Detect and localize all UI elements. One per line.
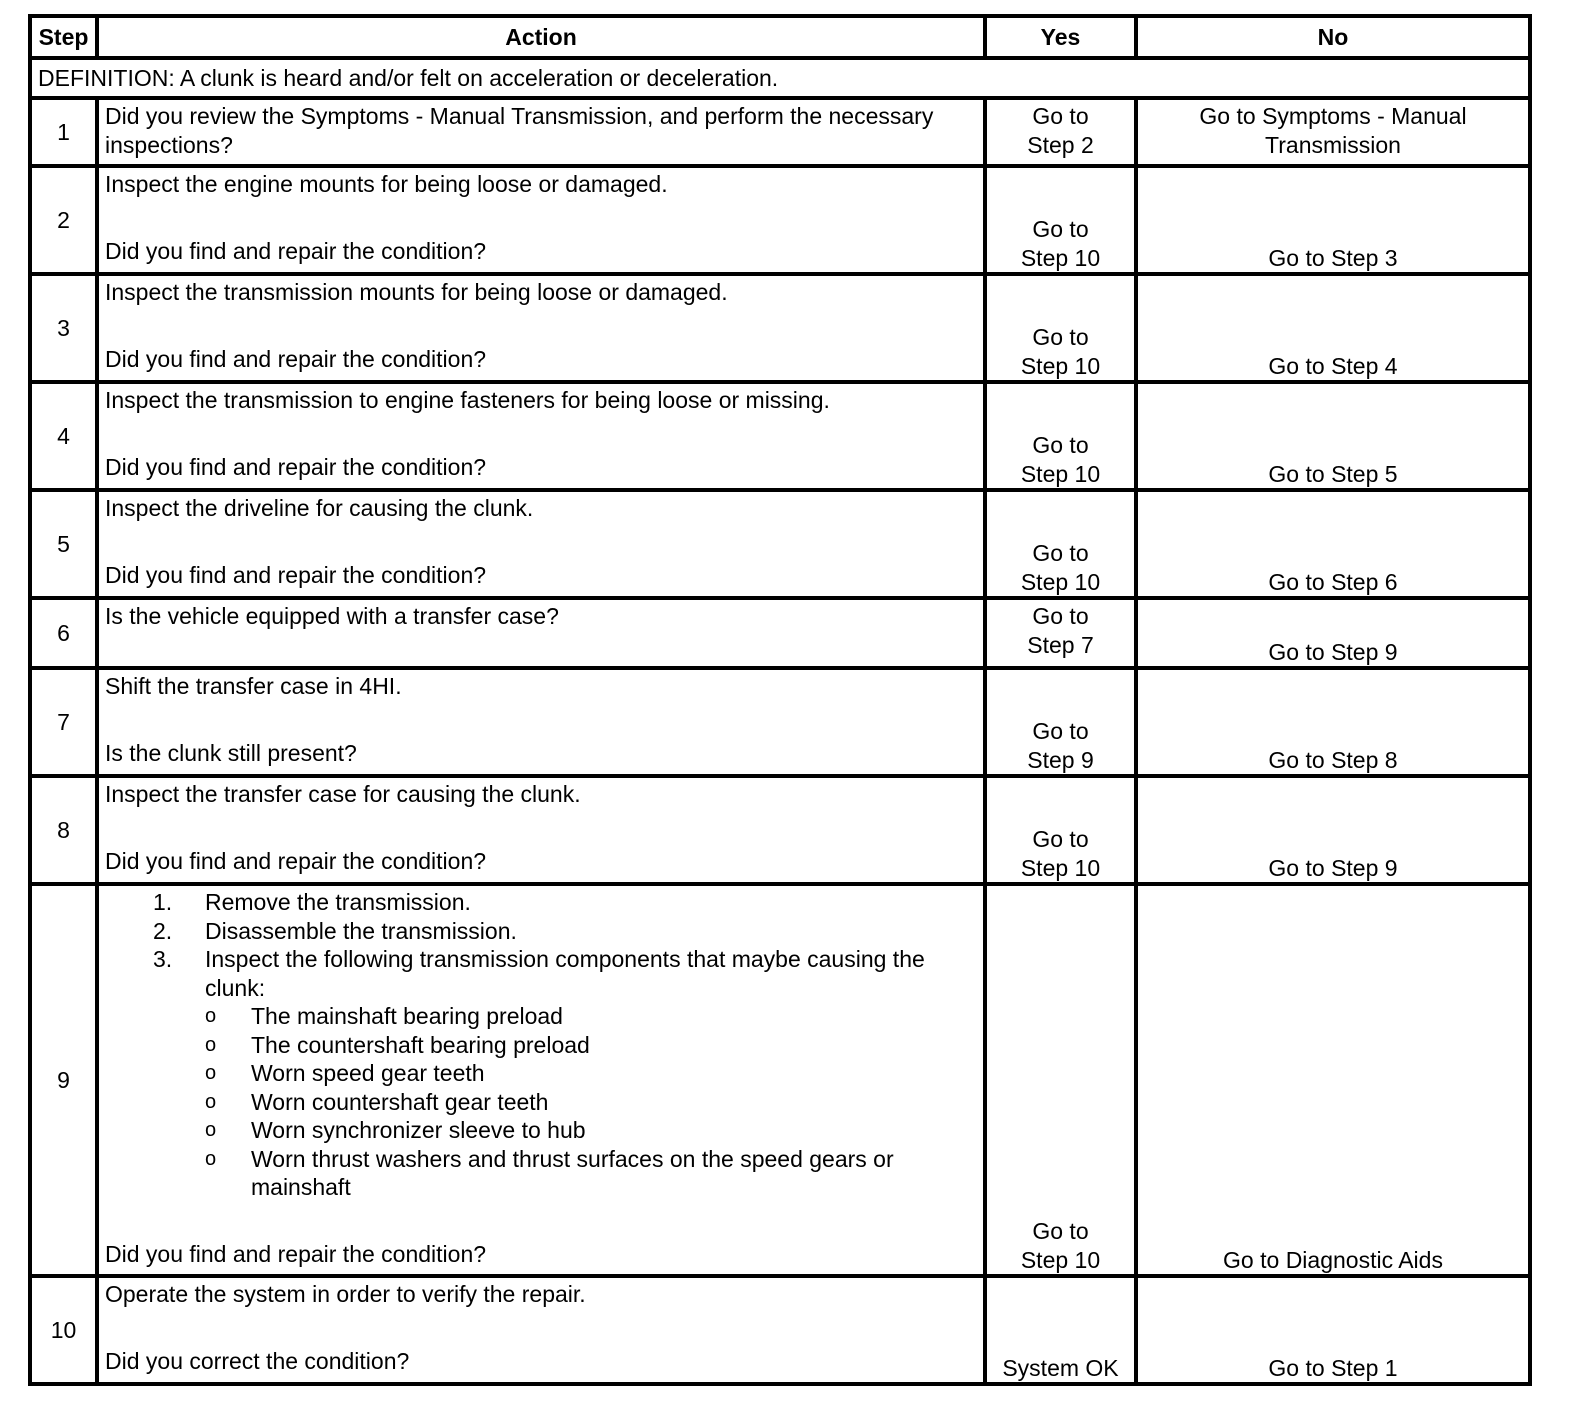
table-row [30,382,1530,490]
list-item [205,1002,977,1031]
no-cell: Go to Step 1 [1136,1276,1530,1384]
action-cell [97,1276,985,1384]
list-item [205,1145,977,1202]
list-number: 3. [153,946,173,972]
list-item [153,888,977,917]
header-action: Action [97,16,985,58]
bullet-icon: o [205,1090,217,1113]
question-text: Did you find and repair the condition? [105,345,487,372]
bullet-icon: o [205,1062,217,1084]
yes-cell: Go to Step 10 [985,274,1136,382]
yes-cell: Go to Step 10 [985,884,1136,1276]
action-cell [97,776,985,884]
action-text: Inspect the engine mounts for being loose or damaged. [105,171,668,197]
list-text: Worn speed gear teeth [251,1060,485,1086]
table-row [30,274,1530,382]
step-number: 2 [30,166,97,274]
no-cell: Go to Step 4 [1136,274,1530,382]
table-row [30,776,1530,884]
yes-cell: Go to Step 9 [985,668,1136,776]
table-row [30,490,1530,598]
definition-text: DEFINITION: A clunk is heard and/or felt on acceleration or deceleration. [30,58,1530,98]
list-number: 2. [153,917,173,944]
table-row [30,598,1530,668]
bullet-icon: o [205,1119,217,1141]
table-row [30,1276,1530,1384]
action-cell [97,668,985,776]
question-text: Did you find and repair the condition? [105,847,487,874]
question-text: Did you find and repair the condition? [105,453,487,480]
step-number: 1 [30,98,97,166]
action-text: Inspect the transfer case for causing the clunk. [105,781,581,807]
bullet-icon: o [205,1147,217,1170]
step-number: 4 [30,382,97,490]
question-text: Did you find and repair the condition? [105,561,487,588]
no-cell: Go to Step 9 [1136,776,1530,884]
step-number: 5 [30,490,97,598]
list-item [153,945,977,1002]
step-number: 6 [30,598,97,668]
list-text: Remove the transmission. [205,889,471,915]
no-cell: Go to Step 5 [1136,382,1530,490]
table-row [30,668,1530,776]
action-cell [97,598,985,668]
action-cell [97,274,985,382]
action-text: Is the vehicle equipped with a transfer case? [105,603,559,629]
yes-cell: Go to Step 7 [985,598,1136,668]
question-text: Did you correct the condition? [105,1347,410,1374]
step-number: 10 [30,1276,97,1384]
action-cell [97,382,985,490]
header-yes: Yes [985,16,1136,58]
yes-cell: Go to Step 10 [985,382,1136,490]
step-number: 3 [30,274,97,382]
step-number: 7 [30,668,97,776]
no-cell: Go to Step 6 [1136,490,1530,598]
bullet-icon: o [205,1005,217,1027]
list-text: Inspect the following transmission components that maybe causing the clunk: [205,946,925,1001]
component-list [105,1002,977,1202]
action-text: Inspect the transmission mounts for being loose or damaged. [105,279,728,305]
yes-cell: System OK [985,1276,1136,1384]
list-item [205,1116,977,1145]
list-text: Worn countershaft gear teeth [251,1088,549,1115]
no-cell: Go to Symptoms - Manual Transmission [1136,98,1530,166]
diagnostic-table [28,14,1532,1386]
list-text: Worn synchronizer sleeve to hub [251,1117,586,1143]
no-cell: Go to Step 9 [1136,598,1530,668]
definition-row [30,58,1530,98]
action-text: Operate the system in order to verify the repair. [105,1281,586,1307]
action-cell [97,166,985,274]
bullet-icon: o [205,1033,217,1056]
list-text: Disassemble the transmission. [205,917,517,944]
list-text: Worn thrust washers and thrust surfaces on the speed gears or mainshaft [251,1145,894,1200]
action-cell [97,490,985,598]
action-cell [97,884,985,1276]
numbered-steps [105,888,977,1002]
no-cell: Go to Step 8 [1136,668,1530,776]
step-number: 9 [30,884,97,1276]
list-text: The countershaft bearing preload [251,1031,590,1058]
list-number: 1. [153,889,173,915]
header-step: Step [30,16,97,58]
header-row [30,16,1530,58]
question-text: Is the clunk still present? [105,739,357,766]
action-text: Inspect the driveline for causing the clunk. [105,495,534,521]
yes-cell: Go to Step 10 [985,490,1136,598]
header-no: No [1136,16,1530,58]
step-number: 8 [30,776,97,884]
no-cell: Go to Step 3 [1136,166,1530,274]
action-text: Shift the transfer case in 4HI. [105,673,402,699]
list-item [205,1088,977,1117]
action-cell [97,98,985,166]
table-row [30,884,1530,1276]
list-item [205,1031,977,1060]
table-row [30,98,1530,166]
list-text: The mainshaft bearing preload [251,1003,563,1029]
no-cell: Go to Diagnostic Aids [1136,884,1530,1276]
list-item [205,1059,977,1088]
action-text: Inspect the transmission to engine fasteners for being loose or missing. [105,387,830,413]
yes-cell: Go to Step 10 [985,776,1136,884]
yes-cell: Go to Step 10 [985,166,1136,274]
action-text: Did you review the Symptoms - Manual Transmission, and perform the necessary inspections? [105,103,934,158]
yes-cell: Go to Step 2 [985,98,1136,166]
list-item [153,917,977,946]
table-row [30,166,1530,274]
question-text: Did you find and repair the condition? [105,1240,487,1267]
question-text: Did you find and repair the condition? [105,237,487,264]
